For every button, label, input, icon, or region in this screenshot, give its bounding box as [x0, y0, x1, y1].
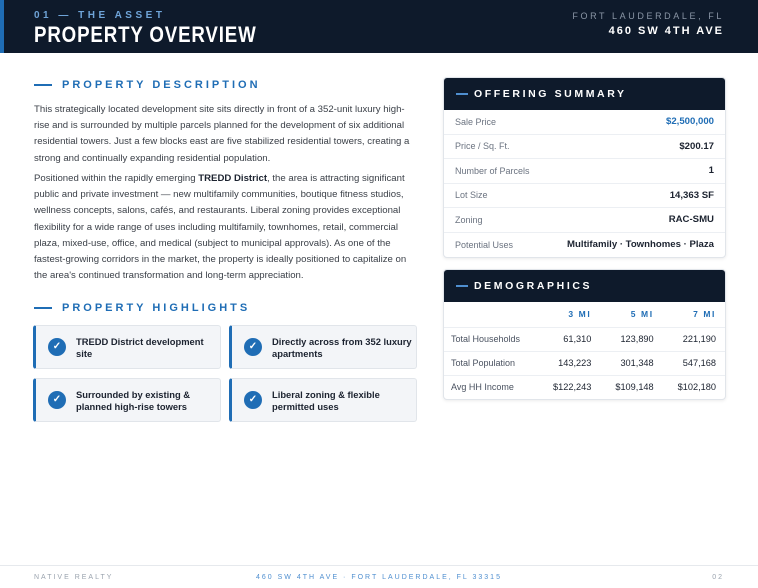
row-value: $200.17: [679, 140, 714, 152]
table-row: [444, 327, 725, 351]
cell-value: 123,890: [600, 327, 662, 351]
row-label: Total Households: [444, 327, 538, 351]
row-label: Number of Parcels: [455, 165, 530, 176]
row-value: Multifamily · Townhomes · Plaza: [567, 239, 714, 251]
footer-divider: [0, 565, 758, 566]
row-value: 14,363 SF: [669, 189, 714, 201]
column-header: 3 MI: [538, 302, 600, 327]
cell-value: 547,168: [663, 351, 725, 375]
panel-header: [444, 270, 725, 302]
cell-value: 221,190: [663, 327, 725, 351]
check-circle-icon: ✓: [244, 391, 262, 409]
header-accent-bar: [0, 0, 4, 53]
footer-brand: NATIVE REALTY: [34, 574, 114, 581]
property-city: FORT LAUDERDALE, FL: [572, 11, 724, 21]
row-label: Total Population: [444, 351, 538, 375]
check-circle-icon: ✓: [244, 338, 262, 356]
offering-row: [444, 135, 725, 160]
cell-value: $122,243: [553, 382, 592, 393]
offering-row: [444, 110, 725, 135]
description-paragraph-2: [34, 171, 414, 284]
column-header: 7 MI: [663, 302, 725, 327]
cell-value: $102,180: [677, 382, 716, 393]
heading-rule: [456, 93, 468, 95]
highlight-card: [229, 378, 417, 422]
cell-value: 61,310: [538, 327, 600, 351]
row-value: 1: [708, 165, 714, 177]
offering-row: [444, 159, 725, 184]
sale-price-value: $2,500,000: [665, 116, 714, 128]
tredd-district-emphasis: TREDD District: [198, 173, 268, 184]
row-label: Sale Price: [455, 116, 497, 127]
highlights-heading-text: PROPERTY HIGHLIGHTS: [62, 302, 251, 314]
offering-summary-title: OFFERING SUMMARY: [474, 88, 627, 100]
highlight-text: Surrounded by existing & planned high-rise towers: [76, 389, 191, 412]
row-value: RAC-SMU: [668, 214, 714, 226]
highlight-text: TREDD District development site: [76, 336, 204, 359]
offering-summary-panel: [443, 77, 726, 258]
heading-rule: [34, 84, 52, 86]
page-number: 02: [712, 574, 724, 581]
offering-row: [444, 184, 725, 209]
check-circle-icon: ✓: [48, 338, 66, 356]
row-label: Avg HH Income: [451, 382, 514, 393]
row-label: Lot Size: [455, 190, 488, 201]
column-header: 5 MI: [600, 302, 662, 327]
highlights-heading: [34, 302, 250, 314]
description-heading-text: PROPERTY DESCRIPTION: [62, 79, 261, 91]
table-header-row: [444, 302, 725, 327]
panel-header: [444, 78, 725, 110]
section-eyebrow: 01 — THE ASSET: [34, 10, 166, 21]
offering-row: [444, 208, 725, 233]
description-text: , the area is attracting significant public and private investment — new multifamily communities, boutique fitness studios, wellness concepts, salons, cafés, and restaurants. Liberal zoning provides exceptional flexibility for a wide range of uses including multifamily, townhomes, retail, commercial plaza, mixed-use, office, and medical (subject to municipal approvals). As one of the fastest-growing corridors in the market, the property is ideally positioned to capitalize on the area's continued transformation and long-term appreciation.: [34, 173, 407, 282]
description-text: Positioned within the rapidly emerging: [34, 173, 199, 184]
page-title: PROPERTY OVERVIEW: [34, 22, 257, 47]
page-header: [0, 0, 758, 53]
highlight-text: Liberal zoning & flexible permitted uses: [272, 389, 380, 412]
row-label: Zoning: [455, 214, 483, 225]
description-paragraph-1: This strategically located development site sits directly in front of a 352-unit luxury high-rise and is surrounded by multiple parcels planned for the development of six additional residential towers. Just a few blocks east are five stabilized residential towers, creating a strong and continually expanding residential population.: [34, 104, 410, 164]
highlight-card: [229, 325, 417, 369]
table-header-blank: [444, 302, 538, 327]
cell-value: 143,223: [538, 351, 600, 375]
demographics-table: [444, 302, 725, 399]
footer-address: 460 SW 4TH AVE · FORT LAUDERDALE, FL 33315: [256, 574, 502, 581]
cell-value: 301,348: [600, 351, 662, 375]
demographics-panel: [443, 269, 726, 400]
demographics-title: DEMOGRAPHICS: [474, 280, 593, 292]
cell-value: $109,148: [615, 382, 654, 393]
table-row: [444, 375, 725, 399]
highlight-card: [33, 378, 221, 422]
row-label: Potential Uses: [455, 239, 514, 250]
offering-row: [444, 233, 725, 258]
heading-rule: [34, 307, 52, 309]
highlight-card: [33, 325, 221, 369]
table-row: [444, 351, 725, 375]
row-label: Price / Sq. Ft.: [455, 141, 510, 152]
description-heading: [34, 79, 261, 91]
highlight-text: Directly across from 352 luxury apartments: [272, 336, 412, 359]
heading-rule: [456, 285, 468, 287]
check-circle-icon: ✓: [48, 391, 66, 409]
property-address: 460 SW 4TH AVE: [608, 25, 724, 37]
